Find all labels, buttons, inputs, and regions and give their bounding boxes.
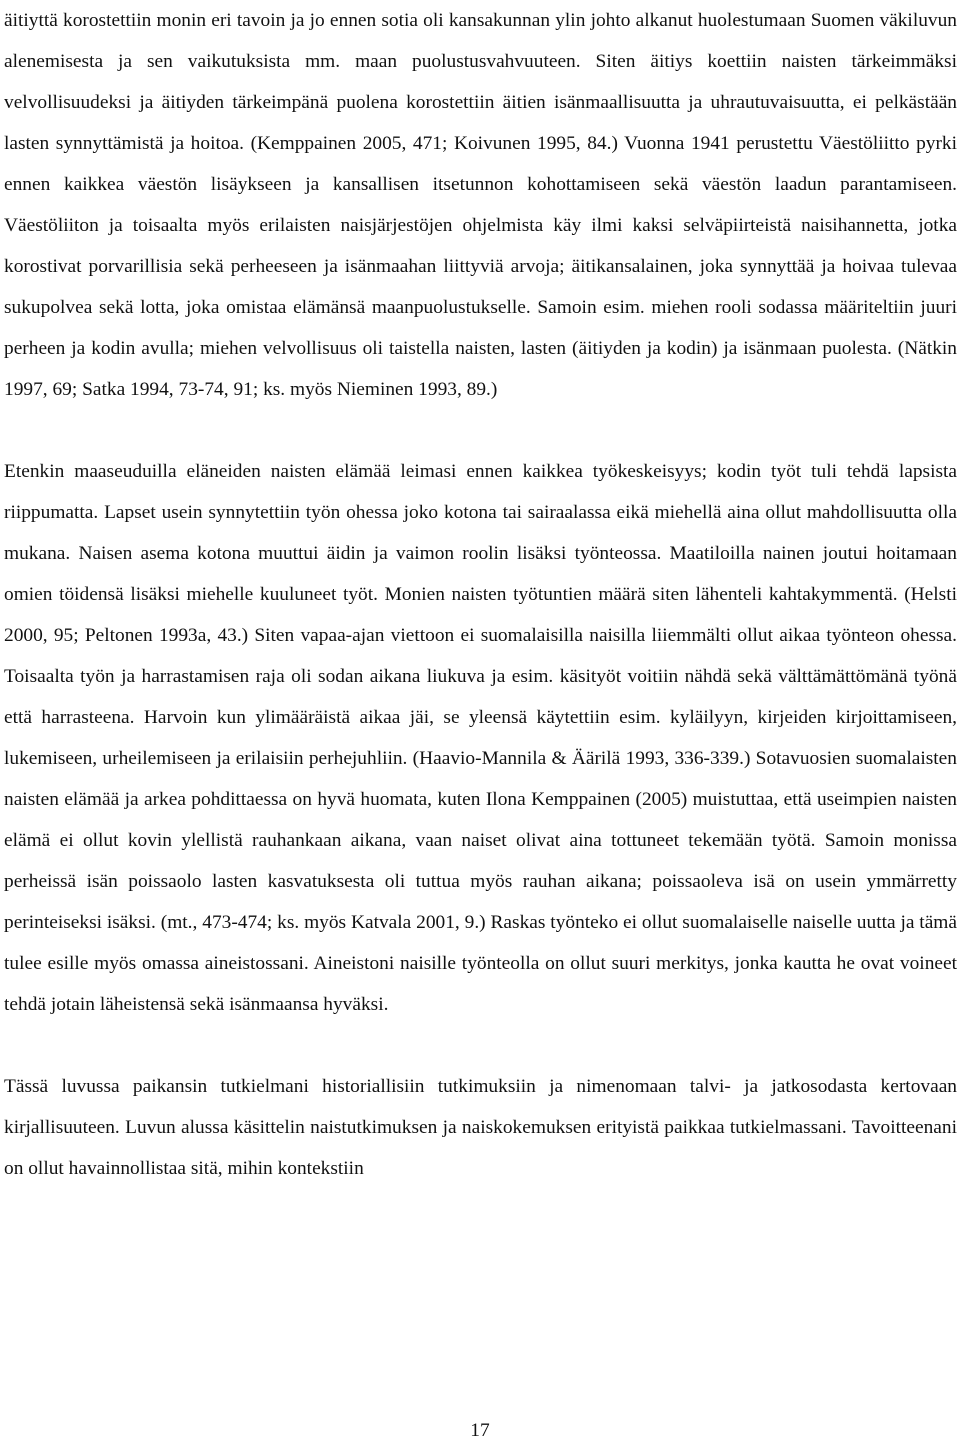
document-page [4,0,957,1189]
page-number: 17 [470,1420,490,1441]
paragraph-3: Tässä luvussa paikansin tutkielmani historiallisiin tutkimuksiin ja nimenomaan talvi- ja jatkosodasta kertovaan kirjallisuuteen. Luvun alussa käsittelin naistutkimuksen ja naiskokemuksen erityistä paikkaa tutkielmassani. Tavoitteenani on ollut havainnollistaa sitä, mihin kontekstiin [4,1076,957,1179]
paragraph-spacer [4,1025,957,1066]
paragraph-spacer [4,410,957,451]
paragraph-1: äitiyttä korostettiin monin eri tavoin ja jo ennen sotia oli kansakunnan ylin johto alkanut huolestumaan Suomen väkiluvun alenemisesta ja sen vaikutuksista mm. maan puolustusvahvuuteen. Siten äitiys koettiin naisten tärkeimmäksi velvollisuudeksi ja äitiyden tärkeimpänä puolena korostettiin äitien isänmaallisuutta ja uhrautuvaisuutta, ei pelkästään lasten synnyttämistä ja hoitoa. (Kemppainen 2005, 471; Koivunen 1995, 84.) Vuonna 1941 perustettu Väestöliitto pyrki ennen kaikkea väestön lisäykseen ja kansallisen itsetunnon kohottamiseen sekä väestön laadun parantamiseen. Väestöliiton ja toisaalta myös erilaisten naisjärjestöjen ohjelmista käy ilmi kaksi selväpiirteistä naisihannetta, jotka korostivat porvarillisia sekä perheeseen ja isänmaahan liittyviä arvoja; äitikansalainen, joka synnyttää ja hoivaa tulevaa sukupolvea sekä lotta, joka omistaa elämänsä maanpuolustukselle. Samoin esim. miehen rooli sodassa määriteltiin juuri perheen ja kodin avulla; miehen velvollisuus oli taistella naisten, lasten (äitiyden ja kodin) ja isänmaan puolesta. (Nätkin 1997, 69; Satka 1994, 73-74, 91; ks. myös Nieminen 1993, 89.) [4,10,957,400]
paragraph-2: Etenkin maaseuduilla eläneiden naisten elämää leimasi ennen kaikkea työkeskeisyys; kodin työt tuli tehdä lapsista riippumatta. Lapset usein synnytettiin työn ohessa joko kotona tai sairaalassa eikä miehellä aina ollut mahdollisuutta olla mukana. Naisen asema kotona muuttui äidin ja vaimon roolin lisäksi työnteossa. Maatiloilla nainen joutui hoitamaan omien töidensä lisäksi miehelle kuuluneet työt. Monien naisten työtuntien määrä siten lähenteli kahtakymmentä. (Helsti 2000, 95; Peltonen 1993a, 43.) Siten vapaa-ajan viettoon ei suomalaisilla naisilla liiemmälti ollut aikaa työnteon ohessa. Toisaalta työn ja harrastamisen raja oli sodan aikana liukuva ja esim. käsityöt voitiin nähdä sekä välttämättömänä työnä että harrasteena. Harvoin kun ylimääräistä aikaa jäi, se yleensä käytettiin esim. kyläilyyn, kirjeiden kirjoittamiseen, lukemiseen, urheilemiseen ja erilaisiin perhejuhliin. (Haavio-Mannila & Äärilä 1993, 336-339.) Sotavuosien suomalaisten naisten elämää ja arkea pohdittaessa on hyvä huomata, kuten Ilona Kemppainen (2005) muistuttaa, että useimpien naisten elämä ei ollut kovin ylellistä rauhankaan aikana, vaan naiset olivat aina tottuneet tekemään työtä. Samoin monissa perheissä isän poissaolo lasten kasvatuksesta oli tuttua myös rauhan aikana; poissaoleva isä on usein ymmärretty perinteiseksi isäksi. (mt., 473-474; ks. myös Katvala 2001, 9.) Raskas työnteko ei ollut suomalaiselle naiselle uutta ja tämä tulee esille myös omassa aineistossani. Aineistoni naisille työnteolla on ollut suuri merkitys, jonka kautta he ovat voineet tehdä jotain läheistensä sekä isänmaansa hyväksi. [4,461,957,1015]
